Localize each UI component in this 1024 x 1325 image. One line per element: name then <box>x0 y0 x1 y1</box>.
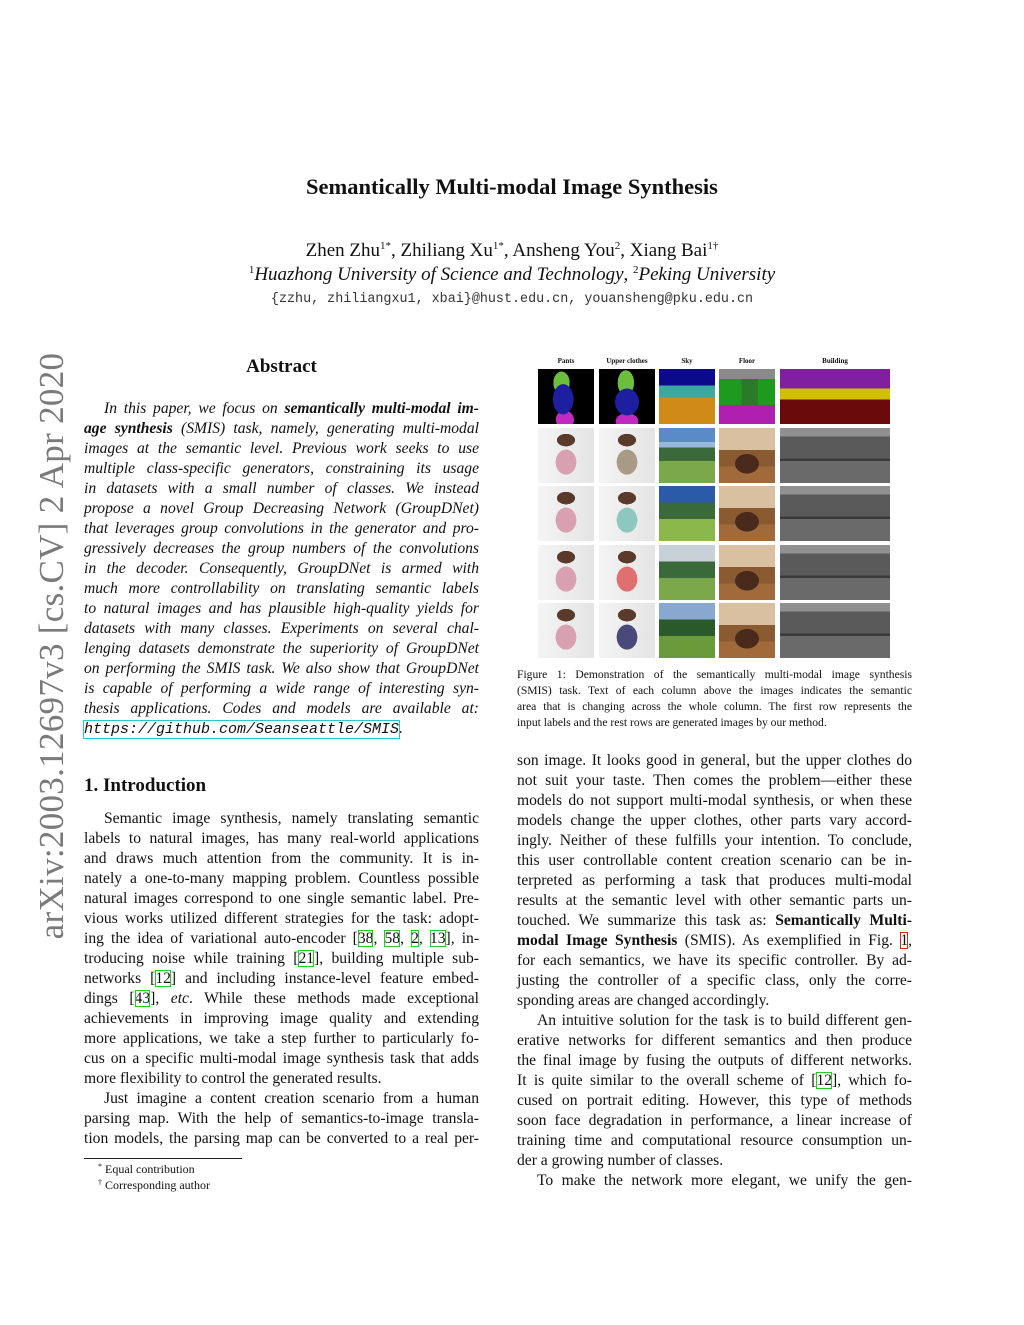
semantic-label-image <box>719 369 775 424</box>
author-emails: {zzhu, zhiliangxu1, xbai}@hust.edu.cn, youansheng@pku.edu.cn <box>270 292 754 307</box>
text-line <box>517 951 912 971</box>
figure-ref-link[interactable]: 1 <box>900 932 909 949</box>
generated-image <box>719 545 775 600</box>
text-line <box>517 811 912 831</box>
generated-image <box>538 428 594 483</box>
generated-image <box>780 428 890 483</box>
text-line <box>84 1049 479 1069</box>
text-run: soon face degradation in performance, a linear increase of <box>517 1112 912 1129</box>
text-line <box>517 791 912 811</box>
text-run: models change the upper clothes, other parts vary accord- <box>517 812 912 829</box>
text-line <box>517 683 912 699</box>
text-run: An intuitive solution for the task is to build different gen- <box>537 1012 912 1029</box>
text-run: not suit your taste. Then comes the problem—either these <box>517 772 912 789</box>
semantic-label-image <box>659 369 715 424</box>
text-run: . While these methods made exceptional <box>188 990 479 1007</box>
citation-link[interactable]: 58 <box>384 930 401 947</box>
text-run: tion models, the parsing map can be converted to a real per- <box>84 1130 479 1147</box>
text-run: and draws much attention from the community. It is in- <box>84 850 479 867</box>
generated-image <box>599 545 655 600</box>
generated-image <box>659 486 715 541</box>
figure-1-caption <box>517 667 912 731</box>
text-line <box>517 891 912 911</box>
text-line <box>84 519 479 539</box>
introduction-heading: 1. Introduction <box>84 775 207 796</box>
semantic-label-image <box>599 369 655 424</box>
citation-link[interactable]: 12 <box>155 970 171 987</box>
text-run: dings [ <box>84 990 135 1007</box>
text-line <box>517 1131 912 1151</box>
figure-column-label: Building <box>822 357 848 365</box>
text-line <box>517 1171 912 1191</box>
text-line <box>84 499 479 519</box>
text-line <box>517 699 912 715</box>
text-run: semantically multi-modal im- <box>284 400 480 417</box>
footnote-rule <box>84 1158 242 1159</box>
generated-image <box>538 486 594 541</box>
figure-column-label: Upper clothes <box>606 357 648 365</box>
text-run: To make the network more elegant, we unify the gen- <box>537 1172 912 1189</box>
text-run: images at the semantic level. Previous work seeks to use <box>84 440 479 457</box>
generated-image <box>599 428 655 483</box>
text-line <box>84 849 479 869</box>
text-run: justing the controller of a specific class, only the corre- <box>517 972 912 989</box>
text-run: , <box>908 932 913 949</box>
code-url-link[interactable]: https://github.com/Seanseattle/SMIS <box>84 721 400 738</box>
text-line <box>517 1091 912 1111</box>
text-run: , <box>418 930 430 947</box>
text-run: achievements in improving image quality and extending <box>84 1010 479 1027</box>
figure-column-label: Pants <box>557 357 575 365</box>
text-run: troducing noise while training [ <box>84 950 299 967</box>
text-run: age synthesis <box>84 420 173 437</box>
text-run: much more controllability on translating semantic labels <box>84 580 479 597</box>
text-run: son image. It looks good in general, but the upper clothes do <box>517 752 912 769</box>
text-line <box>84 929 479 949</box>
text-line <box>84 989 479 1009</box>
text-run: networks [ <box>84 970 156 987</box>
text-run: in the decoder. Consequently, GroupDNet is armed with <box>84 560 479 577</box>
generated-image <box>719 428 775 483</box>
text-line <box>84 719 479 739</box>
text-run: for each semantics, we have its specific controller. By ad- <box>517 952 912 969</box>
text-line <box>517 851 912 871</box>
text-line <box>517 871 912 891</box>
text-line <box>84 1089 479 1109</box>
author-name: Zhen Zhu <box>305 240 381 261</box>
text-run: multiple class-specific generators, constraining its usage <box>84 460 479 477</box>
author-list: Zhen Zhu$^{1*}$, Zhiliang $Xu^{1*}$, Ansheng You$^2$, Xiang Bai$^{1\dagger}$ <box>305 240 719 261</box>
generated-image <box>719 603 775 658</box>
text-run: Figure 1: Demonstration of the semantically multi-modal image synthesis <box>517 668 912 681</box>
text-line <box>84 619 479 639</box>
text-run: on performing the SMIS task. We also show that GroupDNet <box>84 660 479 677</box>
text-run: . <box>399 720 403 737</box>
text-line <box>517 1051 912 1071</box>
generated-image <box>780 486 890 541</box>
text-line <box>84 419 479 439</box>
text-line <box>84 829 479 849</box>
citation-link[interactable]: 38 <box>357 930 374 947</box>
generated-image <box>659 545 715 600</box>
text-line <box>517 831 912 851</box>
generated-image <box>659 428 715 483</box>
affiliation-name: Peking University <box>638 264 776 285</box>
text-run: sponding areas are changed accordingly. <box>517 992 770 1009</box>
footnote-mark: † <box>98 1178 102 1187</box>
footnote-mark: * <box>98 1162 102 1171</box>
text-line <box>84 579 479 599</box>
text-run: gressively decreases the group numbers of the convolutions <box>84 540 479 557</box>
text-run: labels to natural images, has many real-world applications <box>84 830 479 847</box>
text-run: cused on portrait editing. However, this type of methods <box>517 1092 912 1109</box>
text-run: ingly. Neither of these fulfills your intention. To conclude, <box>517 832 912 849</box>
text-run: ing the idea of variational auto-encoder [ <box>84 930 358 947</box>
author-name: Ansheng You <box>512 240 615 261</box>
text-line <box>517 1111 912 1131</box>
text-run: models do not support multi-modal synthesis, or when these <box>517 792 912 809</box>
text-line <box>84 869 479 889</box>
text-line <box>84 679 479 699</box>
text-run: ] and including instance-level feature embed- <box>170 970 479 987</box>
text-line <box>517 971 912 991</box>
text-line <box>517 771 912 791</box>
text-line <box>84 1029 479 1049</box>
text-run: erative networks for different semantics and then produce <box>517 1032 912 1049</box>
text-run: thesis applications. Codes and models are available at: <box>84 700 479 717</box>
text-run: (SMIS) task, namely, generating multi-modal <box>172 420 479 437</box>
abstract-body <box>84 399 479 739</box>
footnotes <box>98 1161 210 1193</box>
text-line <box>517 1151 912 1171</box>
text-line <box>84 969 479 989</box>
text-run: terpreted as performing a task that produces multi-modal <box>517 872 912 889</box>
introduction-body <box>84 809 479 1149</box>
text-run: to natural images and has plausible high-quality yields for <box>84 600 479 617</box>
text-run: ], in- <box>445 930 480 947</box>
text-run: more applications, we take a step further to particularly fo- <box>84 1030 479 1047</box>
text-run: , <box>373 930 385 947</box>
text-line <box>84 539 479 559</box>
text-run: is capable of performing a wide range of interesting syn- <box>84 680 479 697</box>
text-line <box>517 911 912 931</box>
introduction-body-continued <box>517 751 912 1191</box>
text-run: touched. We summarize this task as: <box>517 912 776 929</box>
author-name: Zhiliang Xu <box>400 240 493 261</box>
generated-image <box>659 603 715 658</box>
text-line <box>84 889 479 909</box>
text-line <box>84 699 479 719</box>
text-run: input labels and the rest rows are generated images by our method. <box>517 716 827 729</box>
affiliation-mark: 1 <box>248 264 255 276</box>
text-run: area that is changing across the whole column. The first row represents the <box>517 700 912 713</box>
text-run: lenging datasets demonstrate the superiority of GroupDNet <box>84 640 479 657</box>
text-line <box>517 1031 912 1051</box>
text-run: Semantically Multi- <box>775 912 912 929</box>
text-run: (SMIS). As exemplified in Fig. <box>677 932 901 949</box>
figure-column-label: Sky <box>681 357 693 365</box>
text-line <box>84 599 479 619</box>
text-line <box>517 715 912 731</box>
text-line <box>84 1109 479 1129</box>
text-line <box>517 667 912 683</box>
text-run: more flexibility to control the generated results. <box>84 1070 382 1087</box>
text-line <box>84 809 479 829</box>
text-run: , <box>400 930 412 947</box>
text-run: parsing map. With the help of semantics-to-image transla- <box>84 1110 479 1127</box>
text-line <box>84 909 479 929</box>
affiliations: $^1$Huazhong University of Science and Technology, $^2$Peking University <box>248 264 776 285</box>
affiliation-mark: 2 <box>633 264 639 276</box>
generated-image <box>780 545 890 600</box>
generated-image <box>538 545 594 600</box>
text-run: ], <box>150 990 171 1007</box>
generated-image <box>538 603 594 658</box>
text-run: Just imagine a content creation scenario from a human <box>104 1090 479 1107</box>
text-run: results at the semantic level with other semantic parts un- <box>517 892 912 909</box>
text-run: Semantic image synthesis, namely translating semantic <box>104 810 479 827</box>
text-run: in datasets with a small number of classes. We instead <box>84 480 479 497</box>
text-line <box>84 439 479 459</box>
text-run: vious works utilized different strategies for the task: adopt- <box>84 910 479 927</box>
text-run: training time and computational resource consumption un- <box>517 1132 912 1149</box>
text-run: In this paper, we focus on <box>104 400 285 417</box>
affiliation-name: Huazhong University of Science and Technology <box>254 264 624 285</box>
text-run: ], building multiple sub- <box>314 950 479 967</box>
author-mark: 1† <box>707 240 719 252</box>
text-line <box>84 1069 479 1089</box>
text-run: der a growing number of classes. <box>517 1152 724 1169</box>
generated-image <box>719 486 775 541</box>
generated-image <box>780 603 890 658</box>
text-line <box>84 1129 479 1149</box>
citation-link[interactable]: 12 <box>816 1072 833 1089</box>
text-run: natural images correspond to one single semantic label. Pre- <box>84 890 479 907</box>
text-run: It is quite similar to the overall scheme of [ <box>517 1072 817 1089</box>
footnote <box>98 1161 210 1177</box>
text-run: datasets with many classes. Experiments on several chal- <box>84 620 479 637</box>
text-run: this user controllable content creation scenario can be in- <box>517 852 912 869</box>
figure-column-label: Floor <box>738 357 756 365</box>
text-line <box>517 1011 912 1031</box>
text-run: modal Image Synthesis <box>517 932 678 949</box>
abstract-heading: Abstract <box>246 356 317 377</box>
author-mark: 1* <box>492 240 504 252</box>
generated-image <box>599 603 655 658</box>
author-mark: 1* <box>380 240 392 252</box>
footnote-text: Equal contribution <box>105 1162 195 1176</box>
text-run: nately a one-to-many mapping problem. Countless possible <box>84 870 479 887</box>
generated-image <box>599 486 655 541</box>
text-run: that leverages group convolutions in the generator and pro- <box>84 520 479 537</box>
text-line <box>517 1071 912 1091</box>
author-name: Xiang Bai <box>629 240 708 261</box>
text-line <box>84 1009 479 1029</box>
text-line <box>84 459 479 479</box>
semantic-label-image <box>780 369 890 424</box>
author-mark: 2 <box>614 240 621 252</box>
text-line <box>84 399 479 419</box>
text-run: etc <box>170 990 189 1007</box>
footnote <box>98 1177 210 1193</box>
text-line <box>84 559 479 579</box>
text-run: propose a novel Group Decreasing Network (GroupDNet) <box>84 500 479 517</box>
text-line <box>517 751 912 771</box>
paper-title: Semantically Multi-modal Image Synthesis <box>306 174 718 199</box>
text-run: cus on a specific multi-modal image synthesis task that adds <box>84 1050 479 1067</box>
citation-link[interactable]: 21 <box>298 950 315 967</box>
citation-link[interactable]: 2 <box>411 930 419 947</box>
semantic-label-image <box>538 369 594 424</box>
citation-link[interactable]: 13 <box>429 930 446 947</box>
text-line <box>84 949 479 969</box>
text-line <box>517 931 912 951</box>
text-line <box>517 991 912 1011</box>
text-run: the final image by fusing the outputs of different networks. <box>517 1052 912 1069</box>
arxiv-stamp: arXiv:2003.12697v3 [cs.CV] 2 Apr 2020 <box>32 352 71 940</box>
text-line <box>84 639 479 659</box>
text-run: ], which fo- <box>832 1072 912 1089</box>
text-line <box>84 479 479 499</box>
citation-link[interactable]: 43 <box>134 990 151 1007</box>
footnote-text: Corresponding author <box>105 1178 210 1192</box>
text-line <box>84 659 479 679</box>
text-run: (SMIS) task. Text of each column above the images indicates the semantic <box>517 684 912 697</box>
